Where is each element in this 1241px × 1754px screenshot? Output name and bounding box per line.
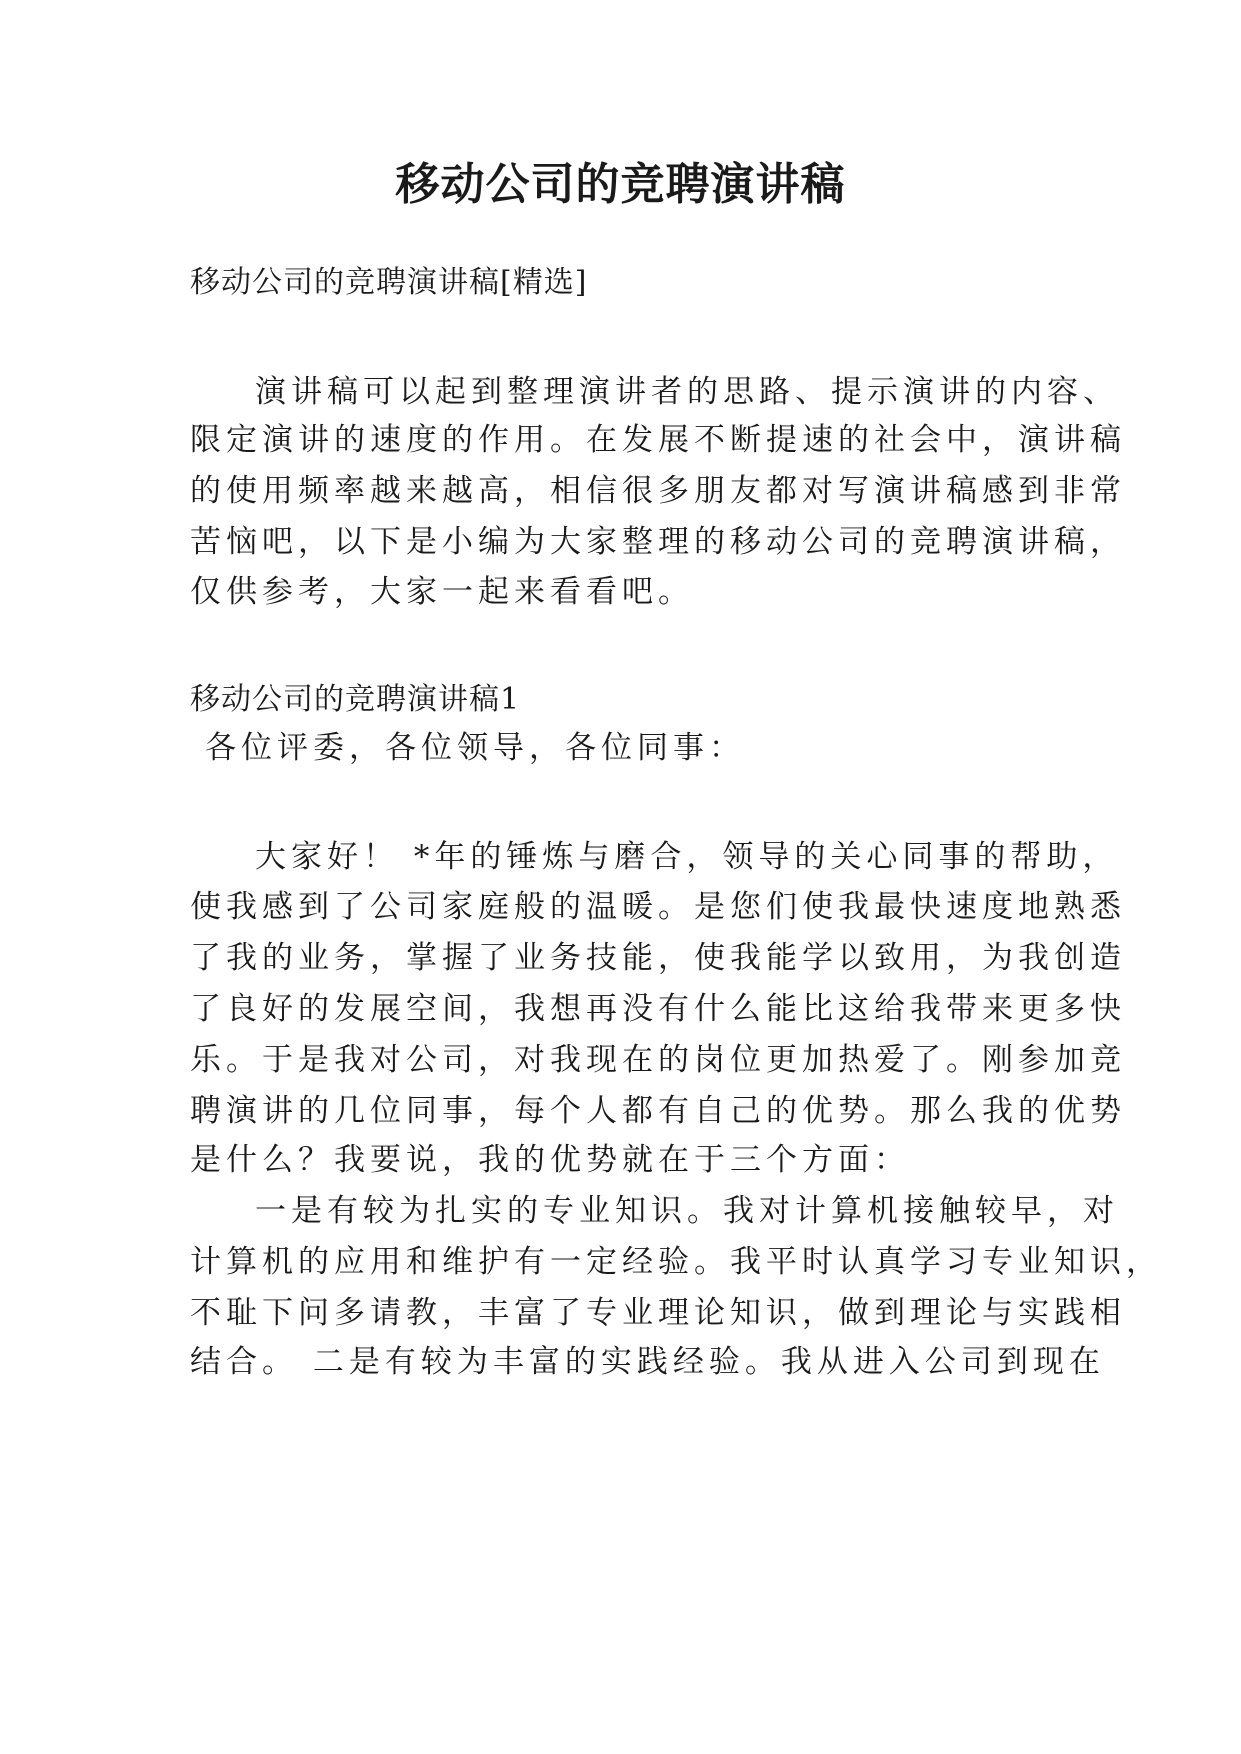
intro-line: 限定演讲的速度的作用。在发展不断提速的社会中，演讲稿 (190, 422, 1126, 458)
intro-line: 仅供参考，大家一起来看看吧。 (190, 574, 694, 610)
body-line: 了良好的发展空间，我想再没有什么能比这给我带来更多快 (190, 991, 1126, 1027)
document-title: 移动公司的竞聘演讲稿 (395, 159, 846, 210)
body-line: 是什么？我要说，我的优势就在于三个方面： (190, 1142, 910, 1178)
document-subtitle: 移动公司的竞聘演讲稿[精选] (190, 265, 588, 300)
body-line: 乐。于是我对公司，对我现在的岗位更加热爱了。刚参加竞 (190, 1042, 1126, 1078)
intro-line: 演讲稿可以起到整理演讲者的思路、提示演讲的内容、 (255, 374, 1119, 410)
body-line: 大家好！ *年的锤炼与磨合，领导的关心同事的帮助， (255, 839, 1119, 875)
section-heading: 移动公司的竞聘演讲稿1 (190, 682, 521, 717)
body-line: 计算机的应用和维护有一定经验。我平时认真学习专业知识， (190, 1244, 1162, 1280)
body-line: 一是有较为扎实的专业知识。我对计算机接触较早，对 (255, 1193, 1119, 1229)
body-line: 不耻下问多请教，丰富了专业理论知识，做到理论与实践相 (190, 1295, 1126, 1331)
salutation: 各位评委，各位领导，各位同事： (205, 730, 745, 766)
body-line: 了我的业务，掌握了业务技能，使我能学以致用，为我创造 (190, 940, 1126, 976)
body-line: 结合。 二是有较为丰富的实践经验。我从进入公司到现在 (190, 1344, 1105, 1380)
body-line: 使我感到了公司家庭般的温暖。是您们使我最快速度地熟悉 (190, 889, 1126, 925)
intro-line: 苦恼吧，以下是小编为大家整理的移动公司的竞聘演讲稿， (190, 524, 1126, 560)
intro-line: 的使用频率越来越高，相信很多朋友都对写演讲稿感到非常 (190, 473, 1126, 509)
body-line: 聘演讲的几位同事，每个人都有自己的优势。那么我的优势 (190, 1093, 1126, 1129)
